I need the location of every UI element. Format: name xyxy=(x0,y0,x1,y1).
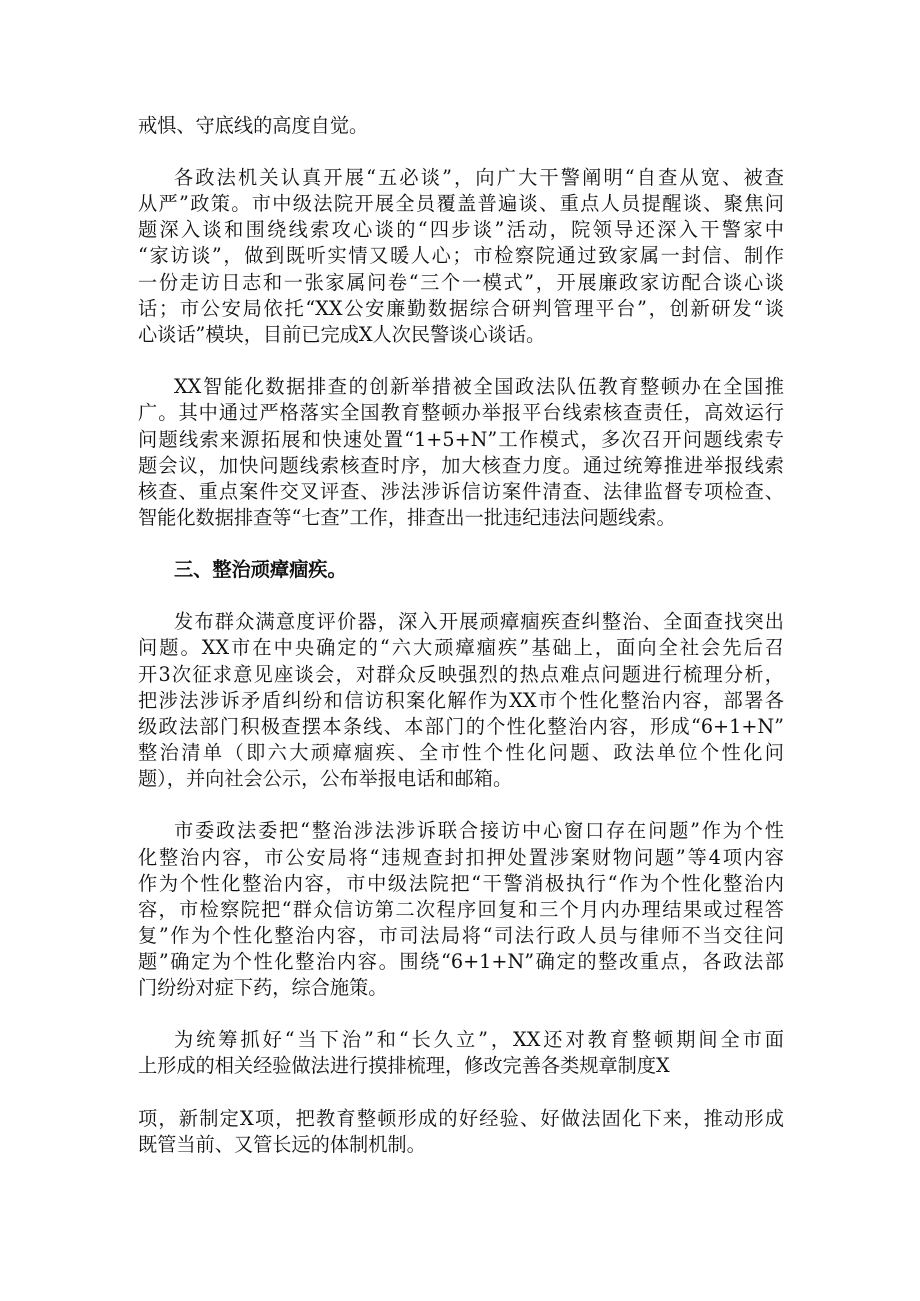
text-line: 核查、重点案件交叉评查、涉法涉诉信访案件清查、法律监督专项检查、 xyxy=(138,480,784,503)
text-line: 容，市检察院把“群众信访第二次程序回复和三个月内办理结果或过程答 xyxy=(138,898,784,921)
text-line: 为统筹抓好“当下治”和“长久立”，XX还对教育整顿期间全市面 xyxy=(174,1028,784,1051)
text-line: 级政法部门积极查摆本条线、本部门的个性化整治内容，形成“6+1+N” xyxy=(138,715,784,738)
text-line: XX智能化数据排查的创新举措被全国政法队伍教育整顿办在全国推 xyxy=(174,375,784,398)
text-line: 市委政法委把“整治涉法涉诉联合接访中心窗口存在问题”作为个性 xyxy=(174,819,784,842)
text-line: 问题。XX市在中央确定的“六大顽瘴痼疾”基础上，面向全社会先后召 xyxy=(138,636,784,659)
text-line: “家访谈”，做到既听实情又暖人心；市检察院通过致家属一封信、制作 xyxy=(138,244,784,267)
text-line: 各政法机关认真开展“五必谈”，向广大干警阐明“自查从宽、被查 xyxy=(174,166,784,189)
text-line: 从严”政策。市中级法院开展全员覆盖普遍谈、重点人员提醒谈、聚焦问 xyxy=(138,192,784,215)
text-line: 复”作为个性化整治内容，市司法局将“司法行政人员与律师不当交往问 xyxy=(138,924,784,947)
text-line: 项，新制定X项，把教育整顿形成的好经验、好做法固化下来，推动形成 xyxy=(138,1107,784,1130)
text-line: 话；市公安局依托“XX公安廉勤数据综合研判管理平台”，创新研发“谈 xyxy=(138,297,784,320)
text-line: 门纷纷对症下药，综合施策。 xyxy=(138,976,388,999)
text-line: 既管当前、又管长远的体制机制。 xyxy=(138,1133,426,1156)
text-line: 题深入谈和围绕线索攻心谈的“四步谈”活动，院领导还深入干警家中 xyxy=(138,218,784,241)
text-line: 上形成的相关经验做法进行摸排梳理，修改完善各类规章制度X xyxy=(138,1054,670,1077)
text-line: 戒惧、守底线的高度自觉。 xyxy=(138,114,369,137)
text-line: 问题线索来源拓展和快速处置“1+5+N”工作模式，多次召开问题线索专 xyxy=(138,428,784,451)
text-line: 智能化数据排查等“七查”工作，排查出一批违纪违法问题线索。 xyxy=(138,506,676,529)
text-line: 化整治内容，市公安局将“违规查封扣押处置涉案财物问题”等4项内容 xyxy=(138,846,784,869)
text-line: 心谈话”模块，目前已完成X人次民警谈心谈话。 xyxy=(138,323,546,346)
text-line: 开3次征求意见座谈会，对群众反映强烈的热点难点问题进行梳理分析， xyxy=(138,663,784,686)
text-line: 题），并向社会公示，公布举报电话和邮箱。 xyxy=(138,767,513,790)
text-line: 发布群众满意度评价器，深入开展顽瘴痼疾查纠整治、全面查找突出 xyxy=(174,610,784,633)
text-line: 把涉法涉诉矛盾纠纷和信访积案化解作为XX市个性化整治内容，部署各 xyxy=(138,689,784,712)
section-heading: 三、整治顽瘴痼疾。 xyxy=(174,558,347,581)
text-line: 一份走访日志和一张家属问卷“三个一模式”，开展廉政家访配合谈心谈 xyxy=(138,271,784,294)
text-line: 广。其中通过严格落实全国教育整顿办举报平台线索核查责任，高效运行 xyxy=(138,401,784,424)
text-line: 作为个性化整治内容，市中级法院把“干警消极执行“作为个性化整治内 xyxy=(138,872,784,895)
text-line: 题会议，加快问题线索核查时序，加大核查力度。通过统筹推进举报线索 xyxy=(138,454,784,477)
text-line: 题”确定为个性化整治内容。围绕“6+1+N”确定的整改重点，各政法部 xyxy=(138,950,784,973)
text-line: 整治清单（即六大顽瘴痼疾、全市性个性化问题、政法单位个性化问 xyxy=(138,741,784,764)
